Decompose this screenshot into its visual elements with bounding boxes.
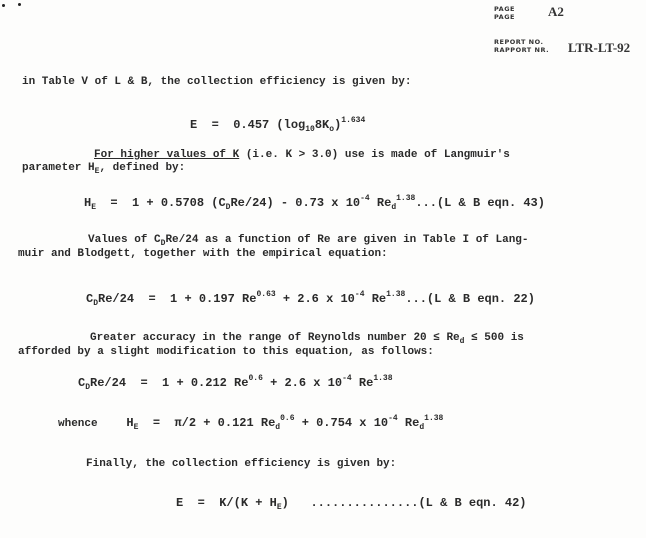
eq2-t2-exp: -4	[360, 194, 370, 203]
paragraph-2-line2	[22, 162, 185, 176]
eq2-t2: Re/24) - 0.73 x 10	[230, 196, 361, 210]
eq6-lhs: E	[176, 496, 184, 510]
eq2-ref: ...(L & B eqn. 43)	[415, 196, 545, 210]
eq1-exp: 1.634	[341, 116, 366, 125]
eq2-t3: Re	[369, 196, 392, 210]
eq3-lhs: C	[86, 292, 94, 306]
eq6-rhs-close: )	[281, 496, 289, 510]
eq5-t1: π/2 + 0.121 Re	[174, 416, 276, 430]
eq5-equals: =	[152, 416, 161, 430]
eq1-equals: =	[211, 118, 219, 132]
eq4-lhs2: Re/24	[90, 376, 127, 390]
report-label	[494, 38, 549, 54]
eq6-equals: =	[197, 496, 205, 510]
paragraph-4-line1	[90, 332, 524, 346]
eq1-mid: 8K	[314, 118, 330, 132]
eq5-t3: Re	[397, 416, 420, 430]
eq2-lhs-sub: E	[91, 203, 97, 212]
paragraph-3-line1	[88, 234, 529, 248]
eq6-rhs: K/(K + H	[219, 496, 277, 510]
eq4-t3: Re	[351, 376, 374, 390]
eq5-lhs: H	[126, 416, 134, 430]
eq3-equals: =	[148, 292, 156, 306]
eq2-t1-sub: D	[225, 203, 231, 212]
paragraph-2-line1	[94, 149, 510, 161]
p3-line1b: Re/24 as a function of Re are given in Table I of Lang-	[165, 234, 529, 246]
eq1-lhs: E	[190, 118, 198, 132]
eq3-lhs-sub: D	[93, 299, 99, 308]
equation-2	[84, 194, 545, 212]
p4-line1a: Greater accuracy in the range of Reynolds number 20 ≤ Re	[90, 332, 460, 344]
report-label-fr: RAPPORT NR.	[494, 46, 550, 54]
eq5-t2: + 0.754 x 10	[294, 416, 389, 430]
eq4-lhs-sub: D	[85, 383, 91, 392]
p2-param-sub: E	[94, 167, 100, 176]
eq1-close: )	[334, 118, 342, 132]
equation-1	[190, 116, 365, 134]
eq6-rhs-sub: E	[276, 503, 282, 512]
eq5-prefix: whence	[58, 418, 98, 430]
page-label	[494, 5, 515, 21]
scan-speck	[2, 4, 5, 7]
eq4-t3-exp: 1.38	[373, 374, 393, 383]
p2-rest: (i.e. K > 3.0) use is made of Langmuir's	[239, 149, 510, 161]
eq4-t2: + 2.6 x 10	[262, 376, 343, 390]
paragraph-5: Finally, the collection efficiency is given by:	[86, 458, 397, 470]
equation-3	[86, 290, 535, 308]
scan-speck	[18, 3, 21, 6]
eq5-t3-sub: d	[419, 423, 425, 432]
eq3-t3: Re	[364, 292, 387, 306]
eq3-t2-exp: -4	[354, 290, 365, 299]
paragraph-1: in Table V of L & B, the collection efficiency is given by:	[22, 76, 412, 88]
eq2-lhs: H	[84, 196, 92, 210]
eq3-t1: 1 + 0.197 Re	[170, 292, 257, 306]
eq4-t1-exp: 0.6	[248, 374, 263, 383]
eq4-equals: =	[140, 376, 148, 390]
eq5-lhs-sub: E	[133, 423, 139, 432]
eq5-t1-exp: 0.6	[280, 414, 295, 423]
p4-sub: d	[459, 337, 465, 346]
equation-4	[78, 374, 393, 392]
page-label-fr: PAGE	[494, 13, 515, 21]
p2-line2-pre: parameter	[22, 162, 89, 174]
equation-5	[58, 414, 443, 432]
eq5-t1-sub: d	[275, 423, 281, 432]
page-label-en: PAGE	[494, 5, 515, 13]
equation-6	[176, 496, 527, 512]
page-number: A2	[548, 4, 564, 19]
eq5-t2-exp: -4	[388, 414, 398, 423]
p3-sub: D	[160, 239, 166, 248]
eq2-equals: =	[110, 196, 118, 210]
p4-line1b: ≤ 500 is	[464, 332, 524, 344]
eq2-t3-sub: d	[391, 203, 397, 212]
eq4-t2-exp: -4	[342, 374, 352, 383]
eq3-t2: + 2.6 x 10	[275, 292, 355, 306]
eq3-ref: ...(L & B eqn. 22)	[405, 292, 535, 306]
eq6-ref: ...............(L & B eqn. 42)	[310, 496, 527, 510]
eq1-sub2: o	[329, 125, 335, 134]
report-number: LTR-LT-92	[568, 40, 631, 55]
p2-line2-post: , defined by:	[99, 162, 186, 174]
eq1-sub1: 10	[305, 125, 315, 134]
paragraph-3-line2: muir and Blodgett, together with the empirical equation:	[18, 248, 388, 260]
eq3-lhs2: Re/24	[98, 292, 135, 306]
eq2-t1: 1 + 0.5708 (C	[132, 196, 226, 210]
paragraph-4-line2: afforded by a slight modification to this equation, as follows:	[18, 346, 434, 358]
p2-underlined: For higher values of K	[94, 149, 240, 161]
eq1-coef: 0.457 (log	[233, 118, 306, 132]
p2-param: H	[88, 162, 95, 174]
eq4-lhs: C	[78, 376, 86, 390]
eq3-t3-exp: 1.38	[386, 290, 406, 299]
eq5-t3-exp: 1.38	[424, 414, 444, 423]
p3-line1a: Values of C	[88, 234, 161, 246]
eq3-t1-exp: 0.63	[256, 290, 276, 299]
eq4-t1: 1 + 0.212 Re	[162, 376, 249, 390]
eq2-t3-exp: 1.38	[396, 194, 416, 203]
report-label-en: REPORT NO.	[494, 38, 544, 46]
